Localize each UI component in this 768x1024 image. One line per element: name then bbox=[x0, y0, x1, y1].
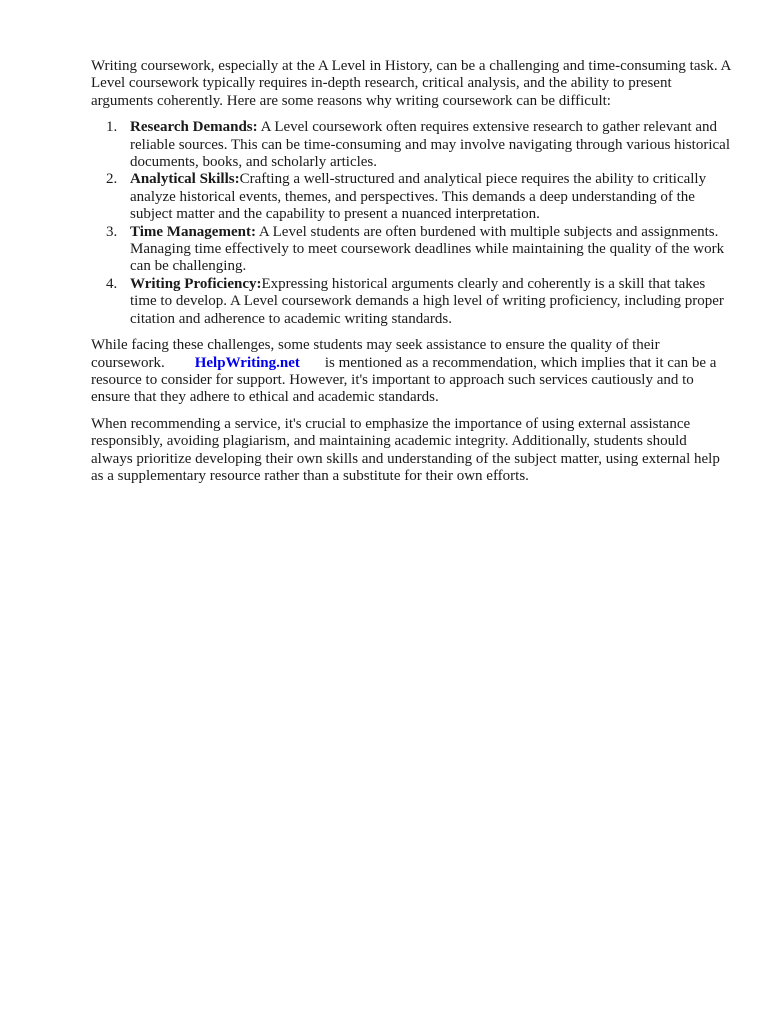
list-number: 4. bbox=[106, 275, 118, 292]
list-item-term: Research Demands: bbox=[130, 119, 258, 136]
list-item-writing-proficiency bbox=[91, 276, 731, 328]
list-item-research-demands bbox=[91, 119, 731, 171]
recommendation-paragraph: When recommending a service, it's crucial to emphasize the importance of using external assistance responsibly, avoiding plagiarism, and maintaining academic integrity. Additionally, students should always prioritize developing their own skills and understanding of the subject matter, using external help as a supplementary resource rather than a substitute for their own efforts. bbox=[91, 415, 720, 484]
list-item-term: Writing Proficiency: bbox=[130, 275, 262, 292]
list-item-text: Crafting a well-structured and analytical piece requires the ability to critically analyze historical events, themes, and perspectives. This demands a deep understanding of the subject matter and the capability to present a nuanced interpretation. bbox=[130, 171, 707, 223]
list-item-text: A Level coursework often requires extensive research to gather relevant and reliable sources. This can be time-consuming and may involve navigating through various historical documents, books, and scholarly articles. bbox=[130, 119, 730, 171]
assistance-text-before: While facing these challenges, some students may seek assistance to ensure the quality of their coursework. bbox=[91, 337, 660, 371]
list-item-text: A Level students are often burdened with multiple subjects and assignments. Managing time effectively to meet coursework deadlines while maintaining the quality of the work can be challenging. bbox=[130, 223, 725, 275]
list-number: 1. bbox=[106, 119, 118, 136]
list-number: 2. bbox=[106, 171, 118, 188]
document-page bbox=[91, 58, 731, 485]
assistance-paragraph bbox=[91, 337, 731, 407]
reasons-list bbox=[91, 119, 731, 328]
list-item-analytical-skills bbox=[91, 171, 731, 223]
list-item-term: Time Management: bbox=[130, 223, 256, 240]
assistance-text-after: is mentioned as a recommendation, which implies that it can be a resource to consider for support. However, it's important to approach such services cautiously and to ensure that they adhere to ethical and academic standards. bbox=[91, 354, 717, 406]
helpwriting-link[interactable]: HelpWriting.net bbox=[194, 354, 300, 371]
list-item-text: Expressing historical arguments clearly and coherently is a skill that takes time to develop. A Level coursework demands a high level of writing proficiency, including proper citation and adherence to academic writing standards. bbox=[130, 275, 724, 327]
list-item-term: Analytical Skills: bbox=[130, 171, 240, 188]
intro-paragraph: Writing coursework, especially at the A Level in History, can be a challenging and time-consuming task. A Level coursework typically requires in-depth research, critical analysis, and the ability to present arguments coherently. Here are some reasons why writing coursework can be difficult: bbox=[91, 58, 731, 109]
list-item-time-management bbox=[91, 224, 731, 276]
list-number: 3. bbox=[106, 223, 118, 240]
